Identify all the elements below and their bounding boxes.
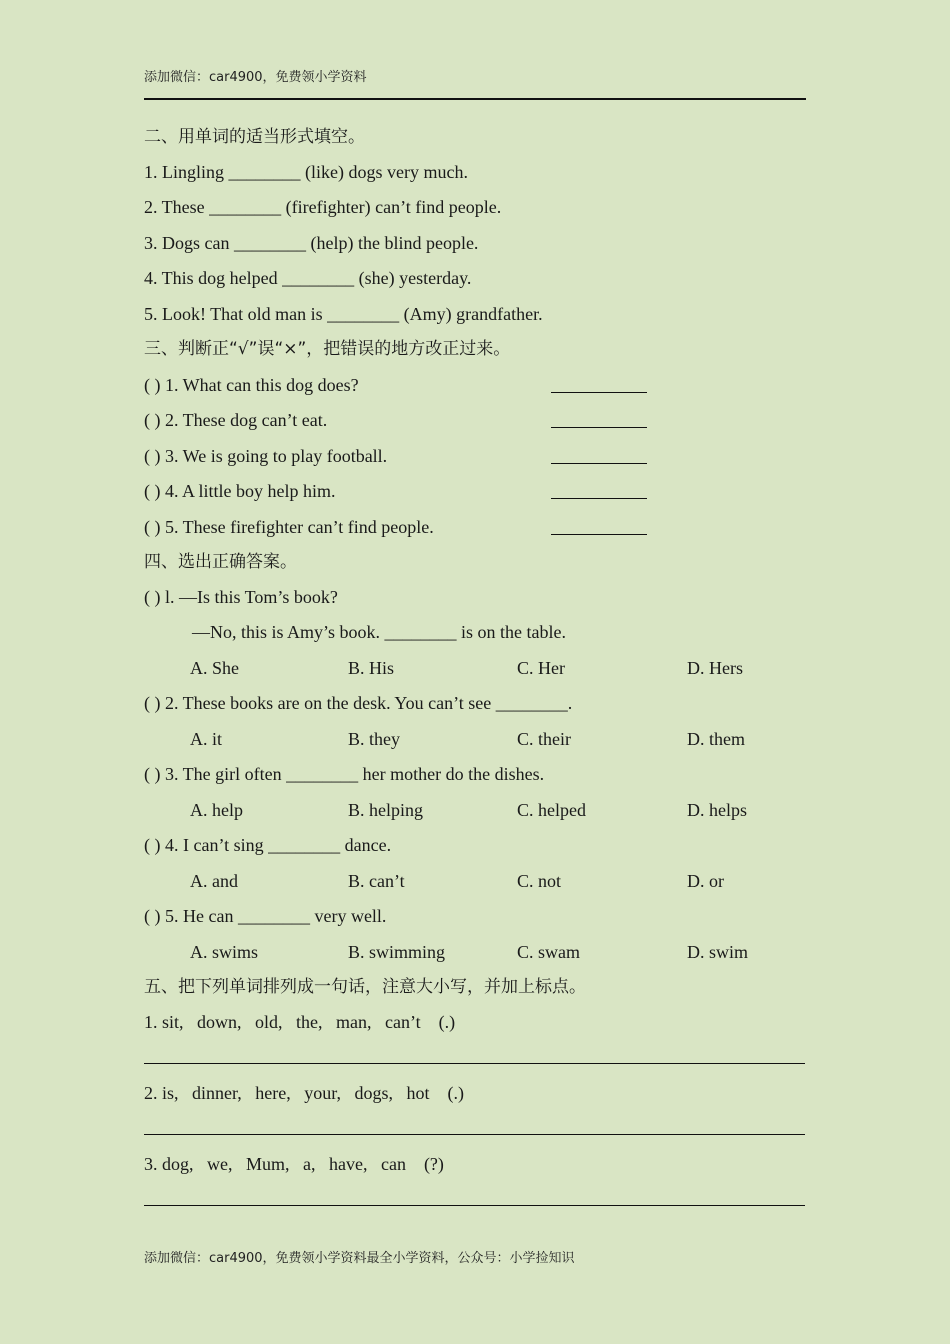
q5-option-d: D. swim [687,942,749,962]
header-text: 添加微信：car4900，免费领小学资料 [144,70,367,85]
section-2-item-4: 4. This dog helped ________ (she) yesterday. [144,268,472,288]
q5-option-b: B. swimming [348,942,446,962]
q2-option-b: B. they [348,729,400,749]
q2-option-a: A. it [190,729,223,749]
answer-line-1[interactable] [144,1063,805,1064]
q5-option-c: C. swam [517,942,580,962]
q3-stem: ( ) 3. The girl often ________ her mother do the dishes. [144,764,545,784]
section-5-item-3: 3. dog, we, Mum, a, have, can (?) [144,1154,444,1174]
correction-blank-4[interactable] [551,498,647,499]
q3-option-a: A. help [190,800,243,820]
section-2-title: 二、用单词的适当形式填空。 [144,127,365,147]
section-5-item-1: 1. sit, down, old, the, man, can’t (.) [144,1012,456,1032]
section-3-item-4: ( ) 4. A little boy help him. [144,481,336,501]
q3-option-b: B. helping [348,800,423,820]
answer-line-3[interactable] [144,1205,805,1206]
answer-line-2[interactable] [144,1134,805,1135]
header-divider [144,98,806,100]
q1-option-d: D. Hers [687,658,743,678]
section-2-item-3: 3. Dogs can ________ (help) the blind people. [144,233,479,253]
q2-option-c: C. their [517,729,571,749]
section-5-item-2: 2. is, dinner, here, your, dogs, hot (.) [144,1083,465,1103]
q4-stem: ( ) 4. I can’t sing ________ dance. [144,835,392,855]
q1-option-a: A. She [190,658,239,678]
q4-option-b: B. can’t [348,871,405,891]
section-3-title: 三、判断正“√”误“×”，把错误的地方改正过来。 [144,339,511,359]
correction-blank-3[interactable] [551,463,647,464]
correction-blank-5[interactable] [551,534,647,535]
section-5-title: 五、把下列单词排列成一句话，注意大小写，并加上标点。 [144,977,586,997]
q1-option-c: C. Her [517,658,565,678]
section-4-title: 四、选出正确答案。 [144,552,297,572]
section-2-item-1: 1. Lingling ________ (like) dogs very much. [144,162,468,182]
q1-stem-2: —No, this is Amy’s book. ________ is on the table. [192,622,567,642]
q3-option-d: D. helps [687,800,747,820]
q5-option-a: A. swims [190,942,259,962]
q4-option-a: A. and [190,871,238,891]
footer-text: 添加微信：car4900，免费领小学资料最全小学资料，公众号：小学捡知识 [144,1251,575,1266]
q2-stem: ( ) 2. These books are on the desk. You can’t see ________. [144,693,573,713]
q4-option-d: D. or [687,871,724,891]
q2-option-d: D. them [687,729,745,749]
q3-option-c: C. helped [517,800,586,820]
section-2-item-2: 2. These ________ (firefighter) can’t find people. [144,197,502,217]
q1-option-b: B. His [348,658,395,678]
section-2-item-5: 5. Look! That old man is ________ (Amy) grandfather. [144,304,543,324]
correction-blank-2[interactable] [551,427,647,428]
q5-stem: ( ) 5. He can ________ very well. [144,906,387,926]
section-3-item-2: ( ) 2. These dog can’t eat. [144,410,328,430]
section-3-item-3: ( ) 3. We is going to play football. [144,446,388,466]
section-3-item-1: ( ) 1. What can this dog does? [144,375,359,395]
q1-stem: ( ) l. —Is this Tom’s book? [144,587,338,607]
correction-blank-1[interactable] [551,392,647,393]
q4-option-c: C. not [517,871,562,891]
section-3-item-5: ( ) 5. These firefighter can’t find people. [144,517,434,537]
